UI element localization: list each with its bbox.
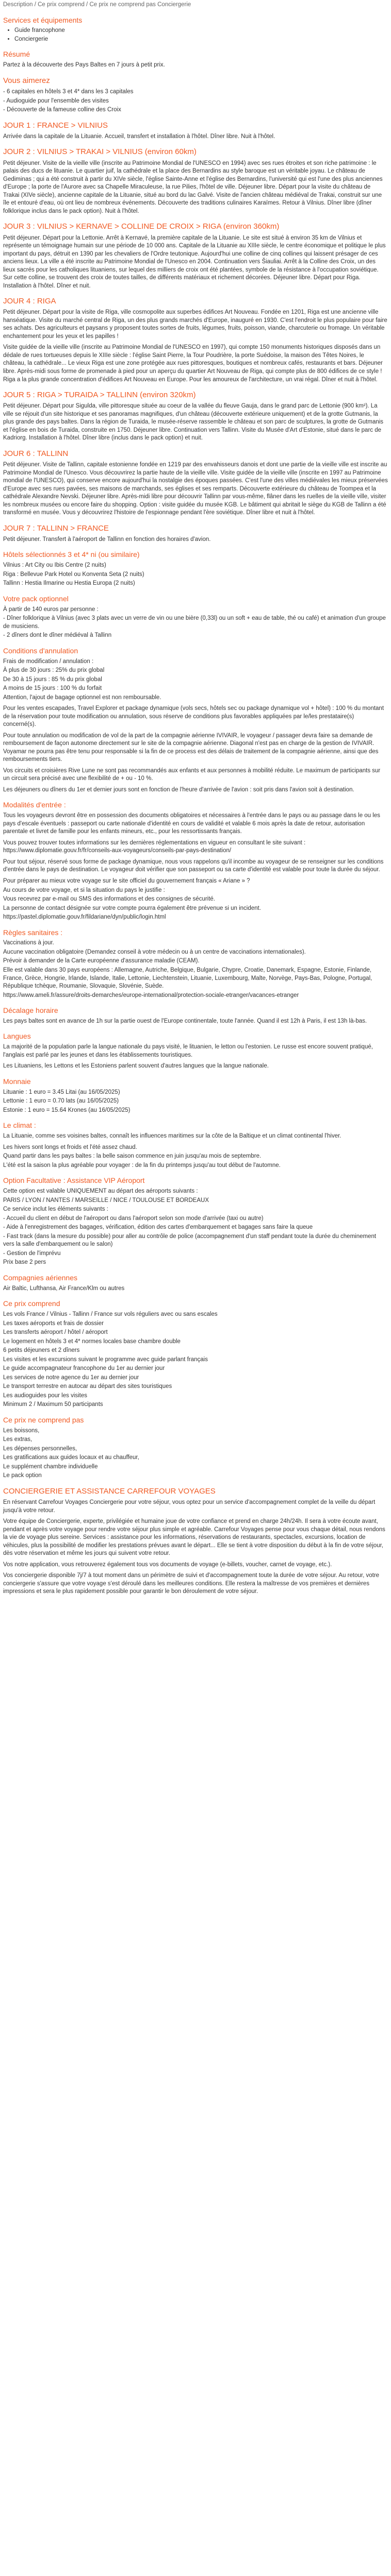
formalities-link[interactable]: https://pastel.diplomatie.gouv.fr/fildariane/dyn/public/login.html — [3, 914, 166, 921]
conditions-line: A moins de 15 jours : 100 % du forfait — [3, 685, 102, 692]
included-item: Les transferts aéroport / hôtel / aéroport — [3, 1329, 108, 1336]
formalities-text: Pour tout séjour, réservé sous forme de package dynamique, nous vous rappelons qu'il incombe au voyageur de se renseigner sur les conditions d'entrée dans le pays de destination. Le voyageur doit vérifier que son passeport ou sa carte d'identité est valable pour toute la durée du séjour. — [3, 858, 384, 873]
concierge-title: CONCIERGERIE ET ASSISTANCE CARREFOUR VOYAGES — [3, 1486, 216, 1496]
languages-text: Les Lituaniens, les Lettons et les Estoniens parlent souvent d'autres langues que la langue nationale. — [3, 1063, 269, 1070]
summary-text: Partez à la découverte des Pays Baltes en 7 jours à petit prix. — [3, 62, 165, 69]
price-line: À partir de 140 euros par personne : — [3, 606, 99, 613]
concierge-text: Votre équipe de Conciergerie, experte, privilégiée et humaine joue de votre confiance et prend en charge 24h/24h. Il sera à votre écoute avant, pendant et après votre voyage pour rendre votre séjour plus simple et agréable. Carrefour Voyages pense pour vous chaque détail, nous rendons la vie de voyage plus sereine. Services : assistance pour les informations, réservations de restaurants, spectacles, excursions, location de véhicules, plus la possibilité de modifier les prestations prévues avant le départ... Elle se tient à votre disposition du début à la fin de votre séjour, dès votre réservation et même les jours qui suivent votre retour. — [3, 1518, 385, 1557]
concierge-text: En réservant Carrefour Voyages Conciergerie pour votre séjour, vous optez pour un service d'accompagnement complet de la veille du départ jusqu'à votre retour. — [3, 1499, 376, 1514]
day-text: Petit déjeuner. Départ pour Sigulda, ville pittoresque située au coeur de la vallée du fleuve Gauja, dans le grand parc de Lettonie (900 km²). La ville se réjouit d'un site historique et ses panoramas magnifiques, d'un château (découverte extérieure uniquement) et de la grotte Gutmanis, la plus grande des pays baltes. Dans la région de Turaida, le musée-réserve rassemble le château et son parc de sculptures, la grotte de Gutmanis et l'église en bois de Turaida, construite en 1750. Déjeuner libre. Continuation vers Tallinn. Visite du Musée d'Art d'Estonie, situé dans le parc de Kadriorg. Installation à l'hôtel. Dîner libre (inclus dans le pack option) et nuit. — [3, 403, 384, 442]
plan-item: - Découverte de la fameuse colline des Croix — [3, 107, 121, 113]
money-line: Lituanie : 1 euro = 3.45 Litai (au 16/05/2025) — [3, 1089, 120, 1095]
included-item: Les audioguides pour les visites — [3, 1392, 88, 1399]
formalities-text: Pour préparer au mieux votre voyage sur le site officiel du gouvernement français « Ariane » ? — [3, 877, 250, 884]
excluded-item: Les gratifications aux guides locaux et au chauffeur, — [3, 1454, 139, 1461]
included-title: Ce prix comprend — [3, 1299, 60, 1308]
conditions-line: À plus de 30 jours : 25% du prix global — [3, 667, 105, 674]
formalities-text: Au cours de votre voyage, et si la situation du pays le justifie : — [3, 887, 165, 893]
services-list — [3, 27, 388, 43]
included-item: Les services de notre agence du 1er au dernier jour — [3, 1374, 139, 1381]
day-title: JOUR 2 : VILNIUS > TRAKAI > VILNIUS (environ 60km) — [3, 147, 197, 157]
climate-title: Le climat : — [3, 1121, 36, 1130]
excluded-item: Les dépenses personnelles, — [3, 1445, 77, 1452]
excluded-item: Les extras, — [3, 1436, 32, 1443]
hotel-line: Riga : Bellevue Park Hotel ou Konventa Seta (2 nuits) — [3, 571, 144, 578]
price-title: Votre pack optionnel — [3, 594, 69, 603]
day-text: Visite guidée de la vieille ville (inscrite au Patrimoine Mondial de l'UNESCO en 1997), qui compte 150 monuments historiques disposés dans un dédale de rues tortueuses depuis le XIIIe siècle : l'église Saint Pierre, la Tour Poudrière, la porte Suédoise, la maison des Têtes Noires, le château, la cathédrale... Le vieux Riga est une zone protégée aux rues pittoresques, boutiques et nombreux cafés, restaurants et bars. Déjeuner libre. Après-midi sous forme de promenade à pied pour un aperçu du quartier Art Nouveau de Riga, qui compte plus de 800 édifices de ce style ! Riga a la plus grande concentration d'édifices Art Nouveau en Europe. Pour les amoureux de l'architecture, un vrai régal. Dîner et nuit à l'hôtel. — [3, 344, 383, 383]
assistance-text: Ce service inclut les éléments suivants : — [3, 1206, 108, 1213]
formalities-text: Tous les voyageurs devront être en possession des documents obligatoires et nécessaires à l'entrée dans le pays ou au passage dans le ou les pays d'escale éventuels : passeport ou carte nationale d'identité en cours de validité et valable 6 mois après la date de retour, autorisation parentale et livret de famille pour les enfants mineurs, etc., pour les ressortissants français. — [3, 812, 380, 835]
day-text: Petit déjeuner. Visite de la vieille ville (inscrite au Patrimoine Mondial de l'UNESCO en 1994) avec ses rues étroites et son riche patrimoine : le palais des ducs de lituanie. Le quartier juif, la cathédrale et la place des Bernardins au style baroque est un véritable joyau. Le château de Gediminas ; qui a été construit à partir du XIVe siècle, l'église Sainte-Anne et l'église des Bernardins, l'université qui est l'une des plus anciennes d'Europe ; la porte de l'Aurore avec sa Chapelle Miraculeuse, la rue Pilies, l'hôtel de ville. Déjeuner libre. Départ pour la visite du château de Trakai (XIVe siècle), ancienne capitale de la Lituanie, situé au bord du lac Galvé. Visite de l'ancien château médiéval de Trakai, construit sur une île et entouré d'eau, où ont lieu de nombreux événements. Découverte des traditions culinaires Karaïmes. Retour à Vilnius. Dîner libre (dîner folklorique inclus dans le pack option). Nuit à l'hôtel. — [3, 160, 383, 214]
day-title: JOUR 3 : VILNIUS > KERNAVE > COLLINE DE CROIX > RIGA (environ 360km) — [3, 222, 280, 231]
conditions-text: Pour les ventes escapades, Travel Explorer et package dynamique (vols secs, hôtels sec ou package dynamique vol + hôtel) : 100 % du montant de la réservation pour toute modification ou annulation, sous réserve de conditions plus favorables appliquées par le/les prestataire(s) concerné(s). — [3, 705, 384, 728]
excluded-item: Le supplément chambre individuelle — [3, 1463, 98, 1470]
summary-title: Résumé — [3, 50, 30, 59]
conditions-text: Vos circuits et croisières Rive Lune ne sont pas recommandés aux enfants et aux personnes à mobilité réduite. Le maximum de participants sur un circuit sera précisé avec une flexibilité de + ou - 10 %. — [3, 767, 381, 782]
health-text: Prévoir à demander de la Carte européenne d'assurance maladie (CEAM). — [3, 958, 200, 964]
day-text: Arrivée dans la capitale de la Lituanie. Accueil, transfert et installation à l'hôtel. Dîner libre. Nuit à l'hôtel. — [3, 133, 275, 140]
included-item: Le logement en hôtels 3 et 4* normes locales base chambre double — [3, 1338, 181, 1345]
included-item: Le guide accompagnateur francophone du 1er au dernier jour — [3, 1365, 165, 1372]
itinerary — [3, 121, 388, 544]
included-item: Le transport terrestre en autocar au départ des sites touristiques — [3, 1383, 172, 1390]
assistance-text: Prix base 2 pers — [3, 1259, 46, 1266]
formalities-text: Vous recevrez par e-mail ou SMS des informations et des consignes de sécurité. — [3, 896, 216, 903]
day-title: JOUR 7 : TALLINN > FRANCE — [3, 523, 109, 533]
conditions-line: Frais de modification / annulation : — [3, 658, 94, 665]
money-line: Estonie : 1 euro = 15.64 Krones (au 16/05/2025) — [3, 1107, 131, 1113]
included-item: Les visites et les excursions suivant le programme avec guide parlant français — [3, 1356, 208, 1363]
included-item: 6 petits déjeuners et 2 dîners — [3, 1347, 80, 1354]
health-text: Vaccinations à jour. — [3, 940, 54, 946]
services-title: Services et équipements — [3, 15, 83, 24]
timezone-text: Les pays baltes sont en avance de 1h sur la partie ouest de l'Europe continentale, toute l'année. Quand il est 12h à Paris, il est 13h là-bas. — [3, 1018, 367, 1024]
page — [3, 1, 388, 1596]
excluded-item: Les boissons, — [3, 1427, 40, 1434]
hotel-line: Tallinn : Hestia Ilmarine ou Hestia Europa (2 nuits) — [3, 580, 135, 587]
day-text: Petit déjeuner. Départ pour la visite de Riga, ville cosmopolite aux superbes édifices Art Nouveau. Fondée en 1201, Riga est une ancienne ville hanséatique. Visite du marché central de Riga, un des plus grands marchés d'Europe, inauguré en 1930. C'est l'endroit le plus populaire pour faire ses achats. Des agriculteurs et paysans y proposent toutes sortes de fruits, légumes, fruits, poisson, viande, charcuterie ou fromage. Un véritable enchantement pour les yeux et les papilles ! — [3, 309, 387, 340]
climate-text: L'été est la saison la plus agréable pour voyager : de la fin du printemps jusqu'au tout début de l'automne. — [3, 1162, 281, 1168]
excluded-item: Le pack option — [3, 1472, 42, 1479]
assistance-text: Cette option est valable UNIQUEMENT au départ des aéroports suivants : — [3, 1188, 198, 1195]
concierge-text: Vos conciergerie disponible 7j/7 à tout moment dans un périmètre de suivi et d'accompagnement toute la durée de votre séjour. Au retour, votre conciergerie s'assure que votre voyage s'est déroulé dans les meilleures conditions. Elle restera la maîtresse de vos premières et dernières impressions et sera le plus rapidement possible pour garantir le bon déroulement de votre séjour. — [3, 1572, 380, 1595]
conditions-text: Les déjeuners ou dîners du 1er et dernier jours sont en fonction de l'heure d'arrivée de l'avion : soit pris dans l'avion soit à destination. — [3, 786, 354, 793]
airlines-title: Compagnies aériennes — [3, 1273, 77, 1282]
formalities-text: La personne de contact désignée sur votre compte pourra également être prévenue si un incident. — [3, 905, 261, 911]
health-text: Aucune vaccination obligatoire (Demandez conseil à votre médecin ou à un centre de vaccinations internationales). — [3, 948, 306, 955]
conditions-line: Attention, l'ajout de bagage optionnel est non remboursable. — [3, 694, 161, 701]
languages-title: Langues — [3, 1032, 31, 1041]
health-text: Elle est valable dans 30 pays européens : Allemagne, Autriche, Belgique, Bulgarie, Chypre, Croatie, Danemark, Espagne, Estonie, Finlande, France, Grèce, Hongrie, Irlande, Islande, Italie, Lettonie, Liechtenstein, Lituanie, Luxembourg, Malte, Norvège, Pays-Bas, Pologne, Portugal, République tchèque, Roumanie, Slovaquie, Slovénie, Suède. — [3, 967, 372, 990]
day-title: JOUR 6 : TALLINN — [3, 449, 69, 458]
day-title: JOUR 1 : FRANCE > VILNIUS — [3, 121, 108, 130]
included-item: Les taxes aéroports et frais de dossier — [3, 1320, 104, 1327]
price-line: - Dîner folklorique à Vilnius (avec 3 plats avec un verre de vin ou une bière (0,33l) ou un soft + eau de table, thé ou café) et animation d'un groupe de musiciens. — [3, 615, 386, 630]
plan-title: Vous aimerez — [3, 76, 50, 85]
climate-text: Les hivers sont longs et froids et l'été assez chaud. — [3, 1144, 137, 1150]
timezone-title: Décalage horaire — [3, 1006, 58, 1015]
day-text: Petit déjeuner. Transfert à l'aéroport de Tallinn en fonction des horaires d'avion. — [3, 536, 211, 543]
assistance-text: - Aide à l'enregistrement des bagages, vérification, édition des cartes d'embarquement et bagages sans faire la queue — [3, 1224, 313, 1231]
climate-text: La Lituanie, comme ses voisines baltes, connaît les influences maritimes sur la côte de la Baltique et un climat continental l'hiver. — [3, 1133, 341, 1140]
assistance-text: - Gestion de l'imprévu — [3, 1250, 61, 1257]
money-title: Monnaie — [3, 1077, 31, 1086]
formalities-text: Vous pouvez trouver toutes informations sur les dernières réglementations en vigueur en consultant le site suivant : https://www.diplomatie.gouv.fr/fr/conseils-aux-voyageurs/conseils-par-pays-destination/ — [3, 839, 306, 854]
concierge-text: Vos notre application, vous retrouverez également tous vos documents de voyage (e-billets, voucher, carnet de voyage, etc.). — [3, 1561, 332, 1568]
assistance-title: Option Facultative : Assistance VIP Aéroport — [3, 1176, 145, 1185]
airlines-text: Air Baltic, Lufthansa, Air France/Klm ou autres — [3, 1285, 125, 1292]
excluded-title: Ce prix ne comprend pas — [3, 1415, 84, 1424]
assistance-text: PARIS / LYON / NANTES / MARSEILLE / NICE / TOULOUSE ET BORDEAUX — [3, 1197, 209, 1204]
climate-text: Quand partir dans les pays baltes : la belle saison commence en juin jusqu'au mois de septembre. — [3, 1153, 262, 1160]
health-link[interactable]: https://www.ameli.fr/assure/droits-demarches/europe-international/protection-sociale-etranger/vacances-etranger — [3, 992, 299, 998]
price-line: - 2 dîners dont le dîner médiéval à Tallinn — [3, 632, 112, 639]
included-item: Les vols France / Vilnius - Tallinn / France sur vols réguliers avec ou sans escales — [3, 1311, 218, 1318]
day-title: JOUR 4 : RIGA — [3, 297, 56, 306]
formalities-title: Modalités d'entrée : — [3, 801, 66, 809]
assistance-text: - Accueil du client en début de l'aéroport ou dans l'aéroport selon son mode d'arrivée (taxi ou autre) — [3, 1215, 264, 1222]
conditions-text: Pour toute annulation ou modification de vol de la part de la compagnie aérienne IVIVAIR, le voyageur / passager devra faire sa demande de remboursement de façon autonome directement sur le site de la compagnie aérienne. Diagonal n'est pas en charge de la gestion de IVIVAIR. Voyamar ne pourra pas être tenu pour responsable si la fin de ce process est des délais de traitement de la compagnie aérienne, ainsi que des remboursements tiers. — [3, 732, 379, 763]
included-item: Minimum 2 / Maximum 50 participants — [3, 1401, 103, 1408]
day-text: Petit déjeuner. Départ pour la Lettonie. Arrêt à Kernavé, la première capitale de la Lituanie. Le site est situé à environ 35 km de Vilnius et représente un témoignage humain sur une période de 10 000 ans. Capitale de la Lituanie au XIIIe siècle, le centre économique et politique le plus important du pays, détruit en 1390 par les chevaliers de l'Ordre teutonique. Aujourd'hui une colline de cinq collines qui laissent présager de ces anciens lieux. La ville a été inscrite au Patrimoine Mondial de l'Unesco en 2004. Continuation vers Šiauliai. Arrêt à la Colline des Croix, un des lieux sacrés pour les catholiques lituaniens, sur lequel des milliers de croix ont été plantées, symbole de la résistance à l'occupation soviétique. Sur cette colline, se trouvent des croix de toutes tailles, de différents matériaux et richement décorées. Déjeuner libre. Départ pour Riga. Installation à l'hôtel. Dîner et nuit. — [3, 234, 386, 289]
day-title: JOUR 5 : RIGA > TURAIDA > TALLINN (environ 320km) — [3, 391, 196, 400]
conditions-line: De 30 à 15 jours : 85 % du prix global — [3, 676, 102, 683]
languages-text: La majorité de la population parle la langue nationale du pays visité, le lituanien, le letton ou l'estonien. Le russe est encore souvent pratiqué, l'anglais est parlé par les jeunes et dans les établissements touristiques. — [3, 1044, 373, 1058]
assistance-text: - Fast track (dans la mesure du possible) pour aller au contrôle de police (accompagnement d'un staff pendant toute la durée du cheminement vers la salle d'embarquement ou le salon) — [3, 1233, 377, 1248]
plan-item: - 6 capitales en hôtels 3 et 4* dans les 3 capitales — [3, 89, 134, 95]
conditions-title: Conditions d'annulation — [3, 646, 78, 655]
money-line: Lettonie : 1 euro = 0.70 lats (au 16/05/2025) — [3, 1098, 119, 1105]
health-title: Règles sanitaires : — [3, 928, 63, 937]
hotel-line: Vilnius : Art City ou Ibis Centre (2 nuits) — [3, 562, 106, 569]
hotels-title: Hôtels sélectionnés 3 et 4* ni (ou similaire) — [3, 550, 140, 559]
plan-item: - Audioguide pour l'ensemble des visites — [3, 97, 109, 104]
services-item: • Conciergerie — [14, 36, 388, 44]
services-item: • Guide francophone — [14, 27, 388, 35]
intro-text: Description / Ce prix comprend / Ce prix ne comprend pas Conciergerie — [3, 2, 191, 8]
day-text: Petit déjeuner. Visite de Tallinn, capitale estonienne fondée en 1219 par des envahisseurs danois et dont une partie de la vieille ville est inscrite au Patrimoine Mondial de l'Unesco. Vous découvrirez la partie haute de la vieille ville. Visite guidée de la vieille ville (inscrite en 1997 au Patrimoine mondial de l'UNESCO), qui conserve encore aujourd'hui la nostalgie des époques passées. C'est l'une des villes médiévales les mieux préservées d'Europe avec ses rues pavées, ses maisons de marchands, ses églises et ses remparts. Découverte extérieure du château de Toompea et la cathédrale Alexandre Nevski. Déjeuner libre. Après-midi libre pour découvrir Tallinn par vous-même, flâner dans les ruelles de la vieille ville, visiter les nombreux musées ou encore faire du shopping. Option : visite guidée du musée KGB. Le bâtiment qui abritait le siège du KGB de Tallinn a été transformé en musée. Vous y découvrirez l'histoire de l'espionnage pendant l'ère soviétique. Dîner libre et nuit à l'hôtel. — [3, 462, 388, 516]
